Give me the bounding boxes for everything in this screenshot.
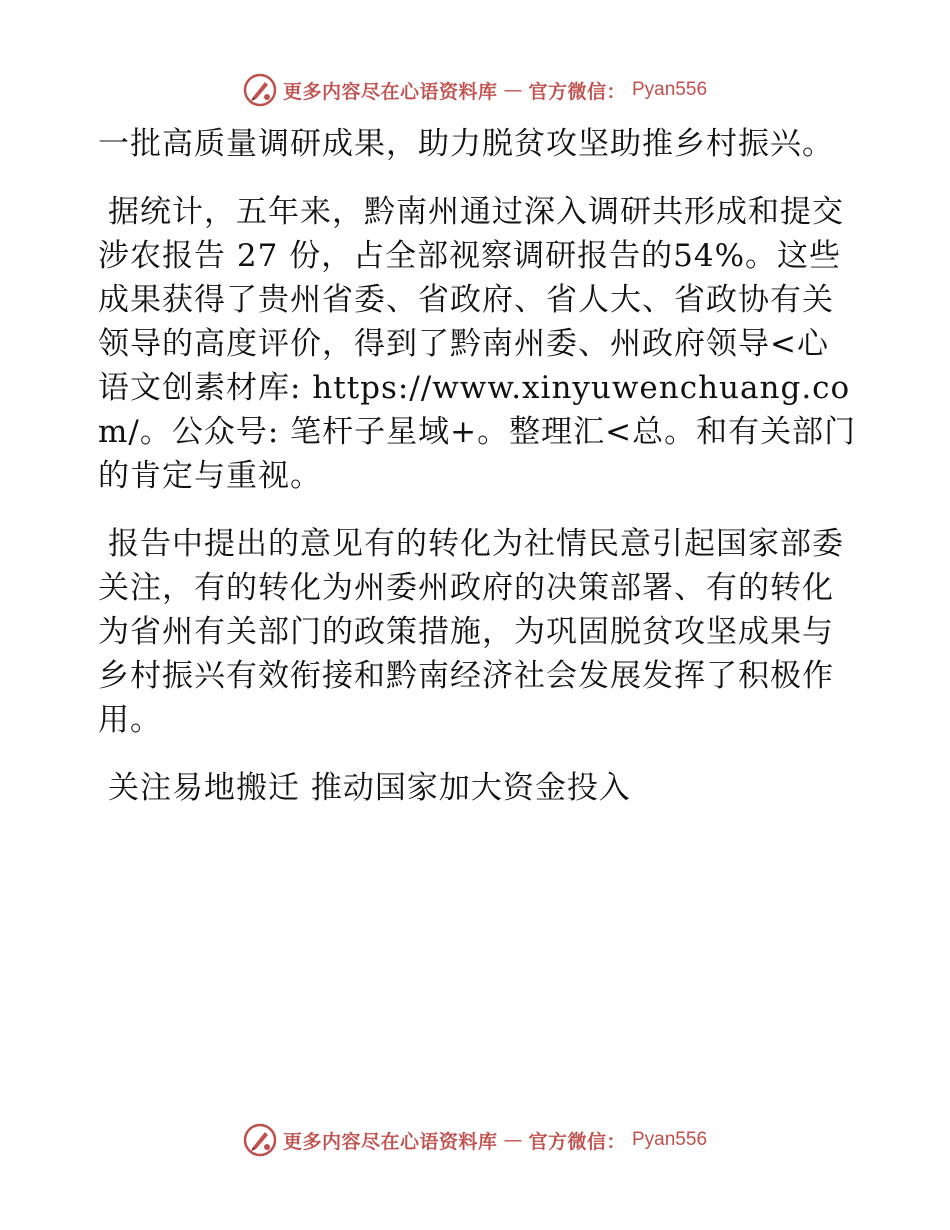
banner-contact: 官方微信：: [528, 1130, 626, 1153]
banner-text: 更多内容尽在心语资料库: [282, 1130, 498, 1153]
banner-text: 更多内容尽在心语资料库: [282, 80, 498, 103]
banner-separator: —: [503, 79, 523, 101]
banner-id: Pyan556: [632, 79, 708, 100]
pen-logo-icon: [243, 1123, 277, 1157]
banner-id: Pyan556: [632, 1129, 708, 1150]
paragraph-2: 据统计，五年来，黔南州通过深入调研共形成和提交涉农报告 27 份，占全部视察调研报告的54%。这些成果获得了贵州省委、省政府、省人大、省政协有关领导的高度评价，得到了黔南州委、州政府领导<心语文创素材库: https://www.xinyuwenchuang.com/。公众号: 笔杆子星域+。整理汇<总。和有关部门的肯定与重视。: [98, 194, 857, 494]
banner-contact: 官方微信：: [528, 80, 626, 103]
pen-logo-icon: [243, 73, 277, 107]
header-banner: [0, 70, 950, 110]
footer-banner: [0, 1120, 950, 1160]
document-body: [98, 122, 858, 810]
section-heading: 关注易地搬迁 推动国家加大资金投入: [108, 770, 631, 806]
paragraph-1: 一批高质量调研成果，助力脱贫攻坚助推乡村振兴。: [98, 126, 834, 162]
banner-separator: —: [503, 1129, 523, 1151]
paragraph-3: 报告中提出的意见有的转化为社情民意引起国家部委关注，有的转化为州委州政府的决策部署、有的转化为省州有关部门的政策措施，为巩固脱贫攻坚成果与乡村振兴有效衔接和黔南经济社会发展发挥了积极作用。: [98, 526, 844, 738]
